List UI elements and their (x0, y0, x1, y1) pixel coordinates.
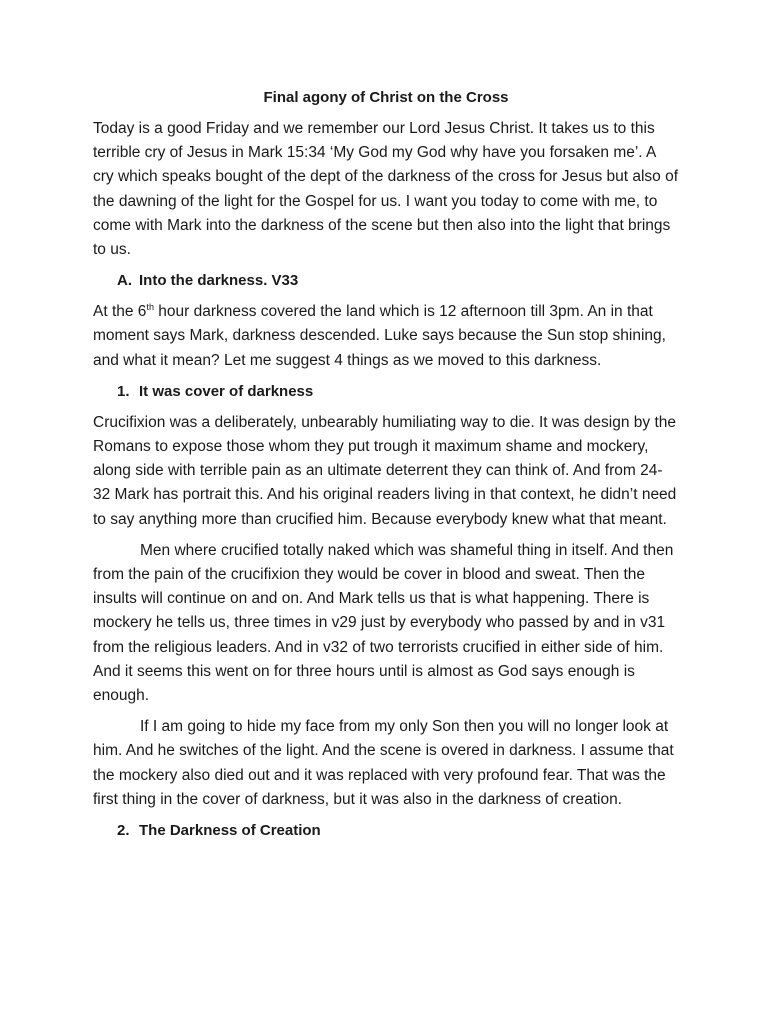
point-heading-2 (93, 819, 679, 843)
point-heading-1 (93, 380, 679, 404)
section-heading-text: Into the darkness. V33 (139, 272, 299, 290)
men-paragraph: Men where crucified totally naked which was shameful thing in itself. And then from the pain of the crucifixion they would be cover in blood and sweat. Then the insults will continue on and on. And Mark tells us that is what happening. There is mockery he tells us, three times in v29 just by everybody who passed by and in v31 from the religious leaders. And in v32 of two terrorists crucified in either side of him. And it seems this went on for three hours until is almost as God says enough is enough. (93, 541, 674, 705)
document-page (93, 86, 679, 850)
crucifixion-paragraph: Crucifixion was a deliberately, unbearably humiliating way to die. It was design by the Romans to expose those whom they put trough it maximum shame and mockery, along side with terrible pain as an ultimate deterrent they can think of. And from 24-32 Mark has portrait this. And his original readers living in that context, he didn’t need to say anything more than crucified him. Because everybody knew what that meant. (93, 413, 677, 528)
document-title: Final agony of Christ on the Cross (263, 89, 509, 106)
hour-superscript: th (146, 302, 154, 313)
point-marker: 2. (117, 822, 130, 840)
point-heading-text: The Darkness of Creation (139, 822, 321, 840)
hour-text-after: hour darkness covered the land which is 12 afternoon till 3pm. An in that moment says Mark, darkness descended. Luke says because the Sun stop shining, and what it mean? Let me suggest 4 things as we moved to this darkness. (93, 303, 666, 369)
intro-paragraph: Today is a good Friday and we remember our Lord Jesus Christ. It takes us to this terrible cry of Jesus in Mark 15:34 ‘My God my God why have you forsaken me’. A cry which speaks bought of the dept of the darkness of the cross for Jesus but also of the dawning of the light for the Gospel for us. I want you today to come with me, to come with Mark into the darkness of the scene but then also into the light that brings to us. (93, 120, 679, 259)
point-heading-text: It was cover of darkness (139, 382, 314, 400)
section-marker: A. (117, 272, 132, 290)
hour-text-before: At the 6 (93, 303, 147, 321)
hide-paragraph: If I am going to hide my face from my only Son then you will no longer look at him. And he switches of the light. And the scene is overed in darkness. I assume that the mockery also died out and it was replaced with very profound fear. That was the first thing in the cover of darkness, but it was also in the darkness of creation. (93, 718, 674, 808)
point-marker: 1. (117, 382, 130, 400)
hour-paragraph (93, 300, 679, 373)
section-heading-a (93, 269, 679, 293)
